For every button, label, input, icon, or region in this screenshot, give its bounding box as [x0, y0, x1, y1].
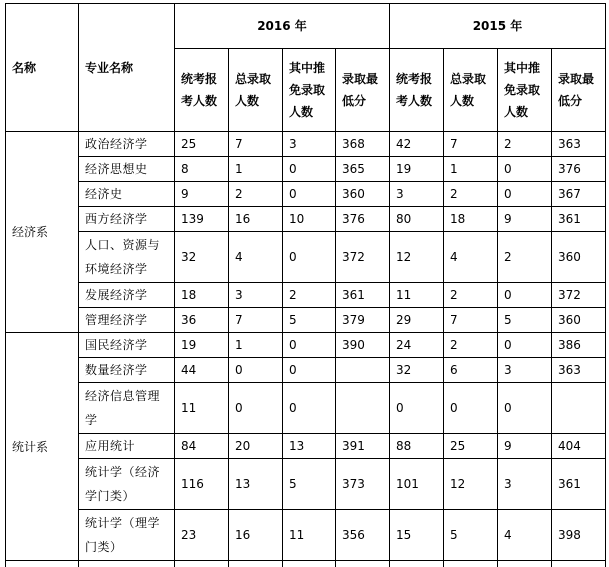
table-row-partial — [6, 561, 606, 567]
2016-min-score-cell: 365 — [336, 157, 390, 182]
2015-recommended-cell: 4 — [498, 510, 552, 561]
table-row — [6, 232, 606, 283]
header-2015-min-score: 录取最低分 — [552, 49, 606, 132]
2015-applicants-cell: 24 — [390, 333, 444, 358]
2015-admitted-cell: 6 — [444, 358, 498, 383]
2016-recommended-cell: 0 — [283, 358, 336, 383]
2015-min-score-cell: 404 — [552, 434, 606, 459]
2016-applicants-cell: 19 — [175, 333, 229, 358]
2015-min-score-cell: 361 — [552, 459, 606, 510]
empty-cell — [444, 561, 498, 567]
2016-applicants-cell: 36 — [175, 308, 229, 333]
2015-applicants-cell: 12 — [390, 232, 444, 283]
2015-admitted-cell: 12 — [444, 459, 498, 510]
2015-admitted-cell: 25 — [444, 434, 498, 459]
major-name: 统计学（经济学门类） — [79, 459, 175, 510]
2015-admitted-cell: 1 — [444, 157, 498, 182]
header-2015-admitted: 总录取人数 — [444, 49, 498, 132]
2016-admitted-cell: 7 — [229, 132, 283, 157]
2015-admitted-cell: 7 — [444, 308, 498, 333]
2016-recommended-cell: 10 — [283, 207, 336, 232]
header-year-2015: 2015 年 — [390, 4, 606, 49]
table-row — [6, 182, 606, 207]
table-row — [6, 283, 606, 308]
2016-recommended-cell: 2 — [283, 283, 336, 308]
2015-min-score-cell: 376 — [552, 157, 606, 182]
admission-statistics-table — [5, 3, 606, 567]
2015-applicants-cell: 88 — [390, 434, 444, 459]
2015-admitted-cell: 2 — [444, 333, 498, 358]
table-row — [6, 434, 606, 459]
empty-cell — [229, 561, 283, 567]
table-row — [6, 333, 606, 358]
2015-admitted-cell: 18 — [444, 207, 498, 232]
2016-applicants-cell: 18 — [175, 283, 229, 308]
table-row — [6, 157, 606, 182]
major-name: 人口、资源与环境经济学 — [79, 232, 175, 283]
2016-applicants-cell: 8 — [175, 157, 229, 182]
header-year-2016: 2016 年 — [175, 4, 390, 49]
table-row — [6, 207, 606, 232]
2015-min-score-cell: 363 — [552, 358, 606, 383]
2016-admitted-cell: 1 — [229, 333, 283, 358]
2016-applicants-cell: 116 — [175, 459, 229, 510]
2016-applicants-cell: 23 — [175, 510, 229, 561]
empty-cell — [175, 561, 229, 567]
2016-applicants-cell: 44 — [175, 358, 229, 383]
2015-min-score-cell: 363 — [552, 132, 606, 157]
2016-min-score-cell: 379 — [336, 308, 390, 333]
2015-min-score-cell: 372 — [552, 283, 606, 308]
2015-recommended-cell: 3 — [498, 459, 552, 510]
2015-min-score-cell: 367 — [552, 182, 606, 207]
header-2016-min-score: 录取最低分 — [336, 49, 390, 132]
table-row — [6, 383, 606, 434]
2016-min-score-cell: 373 — [336, 459, 390, 510]
2016-applicants-cell: 9 — [175, 182, 229, 207]
2016-recommended-cell: 5 — [283, 459, 336, 510]
2016-admitted-cell: 16 — [229, 207, 283, 232]
2015-applicants-cell: 32 — [390, 358, 444, 383]
2015-applicants-cell: 15 — [390, 510, 444, 561]
2016-recommended-cell: 0 — [283, 383, 336, 434]
2016-applicants-cell: 139 — [175, 207, 229, 232]
empty-cell — [552, 561, 606, 567]
2015-applicants-cell: 0 — [390, 383, 444, 434]
2015-admitted-cell: 5 — [444, 510, 498, 561]
2016-applicants-cell: 84 — [175, 434, 229, 459]
2016-admitted-cell: 20 — [229, 434, 283, 459]
header-2016-applicants: 统考报考人数 — [175, 49, 229, 132]
major-name: 政治经济学 — [79, 132, 175, 157]
header-2015-applicants: 统考报考人数 — [390, 49, 444, 132]
2016-admitted-cell: 13 — [229, 459, 283, 510]
2015-recommended-cell: 9 — [498, 207, 552, 232]
empty-cell — [498, 561, 552, 567]
department-name: 统计系 — [6, 333, 79, 561]
header-2016-recommended: 其中推免录取人数 — [283, 49, 336, 132]
table-row — [6, 132, 606, 157]
header-2015-recommended: 其中推免录取人数 — [498, 49, 552, 132]
2016-min-score-cell: 372 — [336, 232, 390, 283]
2015-recommended-cell: 2 — [498, 232, 552, 283]
2016-admitted-cell: 16 — [229, 510, 283, 561]
2015-admitted-cell: 0 — [444, 383, 498, 434]
2016-applicants-cell: 11 — [175, 383, 229, 434]
2016-recommended-cell: 0 — [283, 182, 336, 207]
2016-applicants-cell: 25 — [175, 132, 229, 157]
table-body — [6, 132, 606, 567]
2016-recommended-cell: 3 — [283, 132, 336, 157]
2016-applicants-cell: 32 — [175, 232, 229, 283]
major-name: 数量经济学 — [79, 358, 175, 383]
header-major: 专业名称 — [79, 4, 175, 132]
2016-admitted-cell: 4 — [229, 232, 283, 283]
empty-cell — [283, 561, 336, 567]
2015-applicants-cell: 11 — [390, 283, 444, 308]
2016-recommended-cell: 0 — [283, 232, 336, 283]
2015-admitted-cell: 4 — [444, 232, 498, 283]
department-name: 经济系 — [6, 132, 79, 333]
major-name: 管理经济学 — [79, 308, 175, 333]
2015-admitted-cell: 7 — [444, 132, 498, 157]
2016-min-score-cell: 391 — [336, 434, 390, 459]
2015-admitted-cell: 2 — [444, 283, 498, 308]
2016-min-score-cell — [336, 358, 390, 383]
2015-recommended-cell: 9 — [498, 434, 552, 459]
table-row — [6, 358, 606, 383]
2015-recommended-cell: 0 — [498, 182, 552, 207]
2015-recommended-cell: 5 — [498, 308, 552, 333]
2016-recommended-cell: 5 — [283, 308, 336, 333]
2015-min-score-cell: 386 — [552, 333, 606, 358]
2015-min-score-cell — [552, 383, 606, 434]
2015-applicants-cell: 3 — [390, 182, 444, 207]
2016-min-score-cell: 356 — [336, 510, 390, 561]
empty-cell — [79, 561, 175, 567]
major-name: 应用统计 — [79, 434, 175, 459]
2016-admitted-cell: 2 — [229, 182, 283, 207]
2015-recommended-cell: 2 — [498, 132, 552, 157]
2016-admitted-cell: 1 — [229, 157, 283, 182]
major-name: 经济信息管理学 — [79, 383, 175, 434]
2015-recommended-cell: 0 — [498, 383, 552, 434]
2016-min-score-cell: 390 — [336, 333, 390, 358]
empty-cell — [6, 561, 79, 567]
2016-min-score-cell — [336, 383, 390, 434]
table-row — [6, 459, 606, 510]
2015-applicants-cell: 42 — [390, 132, 444, 157]
2015-applicants-cell: 19 — [390, 157, 444, 182]
2015-min-score-cell: 361 — [552, 207, 606, 232]
major-name: 统计学（理学门类） — [79, 510, 175, 561]
empty-cell — [390, 561, 444, 567]
2015-recommended-cell: 0 — [498, 283, 552, 308]
2016-admitted-cell: 0 — [229, 358, 283, 383]
2015-min-score-cell: 360 — [552, 232, 606, 283]
major-name: 西方经济学 — [79, 207, 175, 232]
2016-recommended-cell: 11 — [283, 510, 336, 561]
2015-min-score-cell: 398 — [552, 510, 606, 561]
2015-min-score-cell: 360 — [552, 308, 606, 333]
table-row — [6, 308, 606, 333]
header-dept: 名称 — [6, 4, 79, 132]
table-row — [6, 510, 606, 561]
admission-table-container — [5, 3, 606, 567]
2016-min-score-cell: 368 — [336, 132, 390, 157]
2016-recommended-cell: 13 — [283, 434, 336, 459]
major-name: 发展经济学 — [79, 283, 175, 308]
major-name: 国民经济学 — [79, 333, 175, 358]
2015-applicants-cell: 80 — [390, 207, 444, 232]
2015-recommended-cell: 3 — [498, 358, 552, 383]
major-name: 经济思想史 — [79, 157, 175, 182]
2015-recommended-cell: 0 — [498, 333, 552, 358]
2016-admitted-cell: 0 — [229, 383, 283, 434]
major-name: 经济史 — [79, 182, 175, 207]
2015-admitted-cell: 2 — [444, 182, 498, 207]
2016-min-score-cell: 360 — [336, 182, 390, 207]
2016-admitted-cell: 3 — [229, 283, 283, 308]
2015-applicants-cell: 101 — [390, 459, 444, 510]
2016-min-score-cell: 376 — [336, 207, 390, 232]
2015-applicants-cell: 29 — [390, 308, 444, 333]
2016-admitted-cell: 7 — [229, 308, 283, 333]
2016-recommended-cell: 0 — [283, 333, 336, 358]
header-2016-admitted: 总录取人数 — [229, 49, 283, 132]
2016-recommended-cell: 0 — [283, 157, 336, 182]
2016-min-score-cell: 361 — [336, 283, 390, 308]
empty-cell — [336, 561, 390, 567]
2015-recommended-cell: 0 — [498, 157, 552, 182]
